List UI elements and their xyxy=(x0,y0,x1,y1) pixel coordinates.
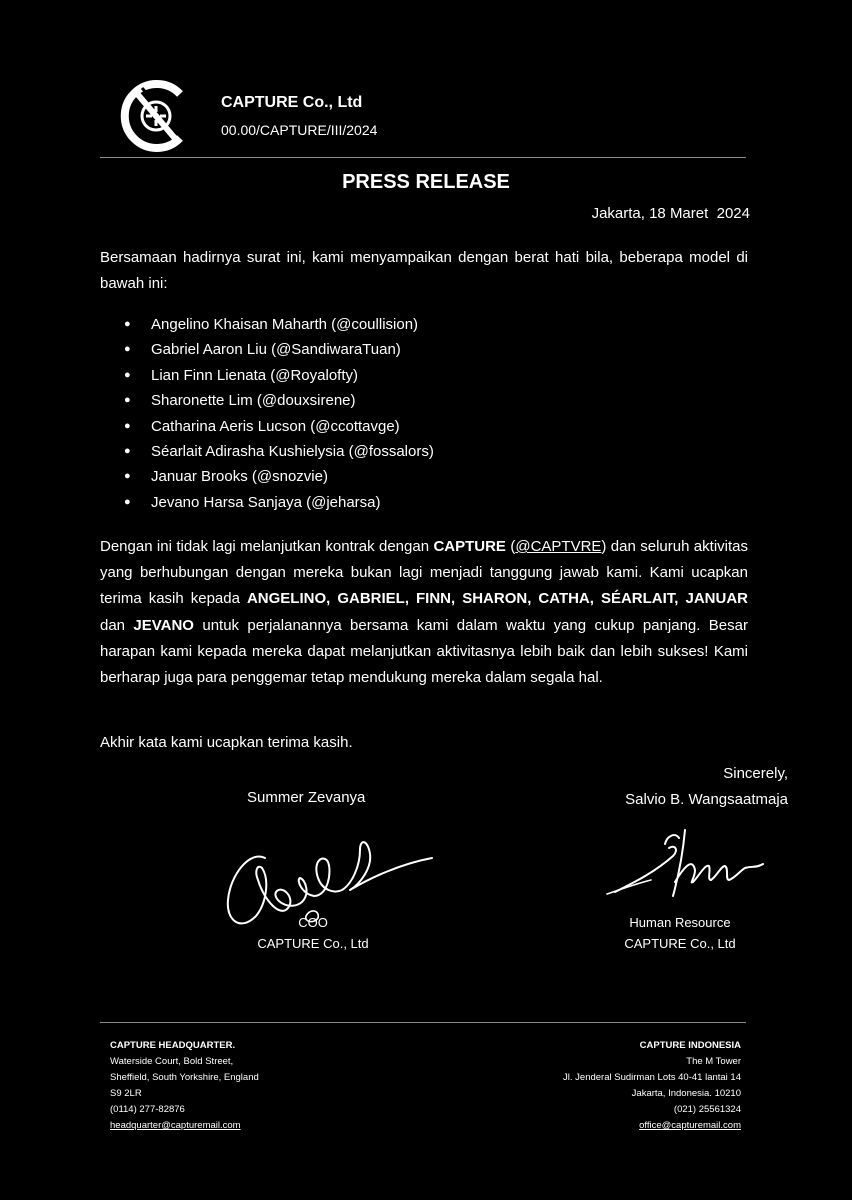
footer-divider xyxy=(100,1022,746,1023)
closing-line: Akhir kata kami ucapkan terima kasih. xyxy=(100,734,353,751)
bullet-icon: ● xyxy=(124,318,131,330)
reference-number: 00.00/CAPTURE/III/2024 xyxy=(221,122,378,138)
left-signer-name: Summer Zevanya xyxy=(247,789,366,806)
model-list xyxy=(100,312,434,515)
last-name-bold: JEVANO xyxy=(133,616,194,634)
list-item: ● Jevano Harsa Sanjaya (@jeharsa) xyxy=(100,490,434,515)
page-title: PRESS RELEASE xyxy=(342,171,510,193)
list-item: ● Angelino Khaisan Maharth (@coullision) xyxy=(100,312,434,337)
model-names-bold: ANGELINO, GABRIEL, FINN, SHARON, CATHA, SÉARLAIT, JANUAR xyxy=(246,590,748,608)
sincerely-text: Sincerely, xyxy=(723,765,788,782)
list-item: ● Januar Brooks (@snozvie) xyxy=(100,464,434,489)
right-signer-title: Human Resource CAPTURE Co., Ltd xyxy=(624,915,736,951)
headquarter-email-link[interactable]: headquarter@capturemail.com xyxy=(110,1120,241,1131)
list-item: ● Sharonette Lim (@douxsirene) xyxy=(100,388,434,413)
bullet-icon: ● xyxy=(124,470,131,483)
body-paragraph: Dengan ini tidak lagi melanjutkan kontrak dengan CAPTURE (@CAPTVRE) dan seluruh aktivitas yang berhubungan dengan mereka bukan lagi menjadi tanggung jawab kami. Kami ucapkan terima kasih kepada ANGELINO, GABRIEL, FINN, SHARON, CATHA, SÉARLAIT, JANUAR dan JEVANO untuk perjalanannya bersama kami dalam waktu yang cukup panjang. Besar harapan kami kepada mereka dapat melanjutkan aktivitasnya lebih baik dan lebih sukses! Kami berharap juga para penggemar tetap mendukung mereka dalam segala hal. xyxy=(100,538,748,687)
letter-date: Jakarta, 18 Maret 2024 xyxy=(591,205,750,222)
bullet-icon: ● xyxy=(124,419,131,432)
right-signature xyxy=(595,822,775,912)
bullet-icon: ● xyxy=(124,368,131,381)
office-email-link[interactable]: office@capturemail.com xyxy=(639,1120,741,1131)
list-item: ● Catharina Aeris Lucson (@ccottavge) xyxy=(100,414,434,439)
footer-indonesia: CAPTURE INDONESIA The M Tower Jl. Jenderal Sudirman Lots 40-41 lantai 14 Jakarta, Indonesia. 10210 (021) 25561324 office@capturemail.com xyxy=(563,1038,741,1134)
intro-paragraph: Bersamaan hadirnya surat ini, kami menyampaikan dengan berat hati bila, beberapa model di bawah ini: xyxy=(100,249,748,292)
list-item: ● Lian Finn Lienata (@Royalofty) xyxy=(100,363,434,388)
header-divider xyxy=(100,157,746,158)
bullet-icon: ● xyxy=(124,343,131,356)
bullet-icon: ● xyxy=(124,495,131,508)
social-handle-link[interactable]: @CAPTVRE xyxy=(515,538,602,555)
bullet-icon: ● xyxy=(124,444,131,457)
company-name: CAPTURE Co., Ltd xyxy=(221,94,363,111)
list-item: ● Séarlait Adirasha Kushielysia (@fossalors) xyxy=(100,439,434,464)
list-item: ● Gabriel Aaron Liu (@SandiwaraTuan) xyxy=(100,337,434,362)
capture-logo-icon xyxy=(120,80,192,152)
right-signer-name: Salvio B. Wangsaatmaja xyxy=(625,791,788,808)
bullet-icon: ● xyxy=(124,394,131,407)
footer-headquarter: CAPTURE HEADQUARTER. Waterside Court, Bold Street, Sheffield, South Yorkshire, England S9 2LR (0114) 277-82876 headquarter@capturemail.com xyxy=(110,1038,259,1134)
left-signer-title: COO CAPTURE Co., Ltd xyxy=(257,915,369,951)
company-bold: CAPTURE xyxy=(433,538,506,555)
